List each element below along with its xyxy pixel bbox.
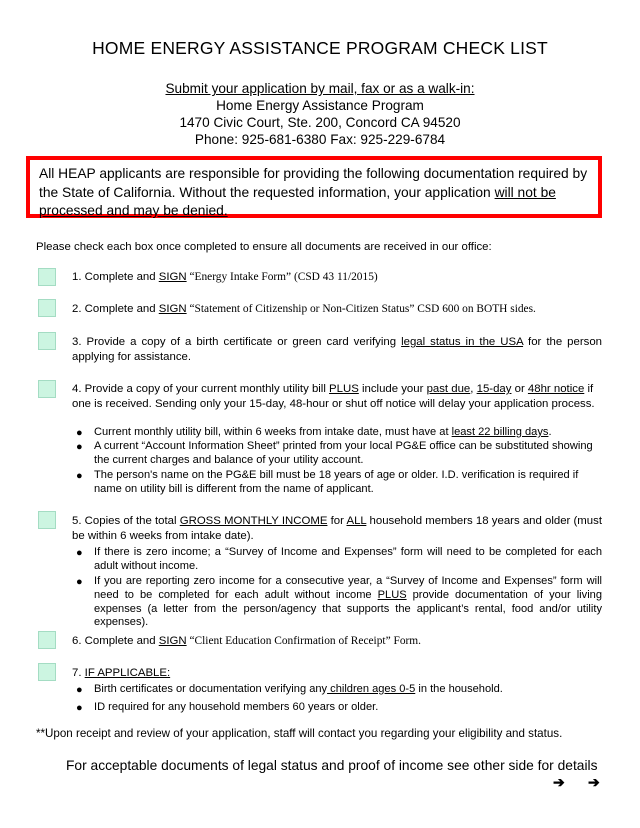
bullet-icon: ●: [76, 684, 83, 696]
bullet-icon: ●: [76, 547, 83, 559]
footnote: **Upon receipt and review of your application, staff will contact you regarding your eligibility and status.: [36, 727, 563, 740]
item-7-bullet-1: Birth certificates or documentation verifying any children ages 0-5 in the household.: [94, 683, 503, 695]
requirements-notice: [26, 156, 602, 218]
program-contact: Phone: 925-681-6380 Fax: 925-229-6784: [194, 132, 446, 147]
item-5-bullet-1: If there is zero income; a “Survey of Income and Expenses” form will need to be completed for each adult without income.: [94, 546, 602, 572]
checkbox-item-3[interactable]: [38, 332, 56, 350]
bullet-icon: ●: [76, 702, 83, 714]
program-name: Home Energy Assistance Program: [216, 98, 424, 113]
item-4: 4. Provide a copy of your current monthly utility bill PLUS include your past due, 15-day or 48hr notice if one is received. Sending only your 15-day, 48-hour or shut off notice will delay your application process.: [72, 383, 595, 410]
program-address: 1470 Civic Court, Ste. 200, Concord CA 94520: [179, 115, 461, 130]
page-title: HOME ENERGY ASSISTANCE PROGRAM CHECK LIST: [92, 38, 548, 58]
item-4-bullet-1: Current monthly utility bill, within 6 weeks from intake date, must have at least 22 billing days.: [94, 426, 552, 438]
intro-text: Please check each box once completed to ensure all documents are received in our office:: [36, 241, 492, 253]
item-4-bullet-2: A current “Account Information Sheet” printed from your local PG&E office can be substituted showing the current charges and balance of your utility account.: [94, 440, 593, 466]
footer-note: For acceptable documents of legal status and proof of income see other side for details: [66, 758, 598, 773]
item-5: 5. Copies of the total GROSS MONTHLY INCOME for ALL household members 18 years and older (must be within 6 weeks from intake date).: [72, 515, 602, 542]
checkbox-item-1[interactable]: [38, 268, 56, 286]
checkbox-item-4[interactable]: [38, 380, 56, 398]
item-5-bullet-2: If you are reporting zero income for a consecutive year, a “Survey of Income and Expenses” form will need to be completed for each adult without income PLUS provide documentation of your living expenses (a letter from the person/agency that supports the applicant’s rental, food and/or utility expenses).: [94, 575, 602, 629]
checkbox-item-6[interactable]: [38, 631, 56, 649]
notice-text: All HEAP applicants are responsible for providing the following documentation required by the State of California. Without the requested information, your application: [39, 166, 588, 200]
submit-heading: Submit your application by mail, fax or as a walk-in:: [165, 81, 475, 96]
item-6: 6. Complete and SIGN “Client Education Confirmation of Receipt” Form.: [72, 635, 422, 647]
arrow-right-icon: ➔: [553, 774, 565, 790]
item-4-bullet-3: The person's name on the PG&E bill must be 18 years of age or older. I.D. verification is required if name on utility bill is different from the name of applicant.: [94, 469, 579, 495]
item-7-bullet-2: ID required for any household members 60 years or older.: [94, 701, 379, 713]
checkbox-item-7[interactable]: [38, 663, 56, 681]
item-3: 3. Provide a copy of a birth certificate or green card verifying legal status in the USA for the person applying for assistance.: [72, 336, 603, 363]
checkbox-item-2[interactable]: [38, 299, 56, 317]
notice-warning: will not be processed and may be denied.: [39, 184, 556, 218]
item-7: 7. IF APPLICABLE:: [72, 667, 171, 679]
arrow-right-icon: ➔: [588, 774, 600, 790]
bullet-icon: ●: [76, 576, 83, 588]
item-2: 2. Complete and SIGN “Statement of Citizenship or Non-Citizen Status” CSD 600 on BOTH sides.: [72, 303, 536, 315]
checkbox-item-5[interactable]: [38, 511, 56, 529]
bullet-icon: ●: [76, 427, 83, 439]
bullet-icon: ●: [76, 441, 83, 453]
bullet-icon: ●: [76, 470, 83, 482]
item-1: 1. Complete and SIGN “Energy Intake Form” (CSD 43 11/2015): [72, 271, 378, 283]
